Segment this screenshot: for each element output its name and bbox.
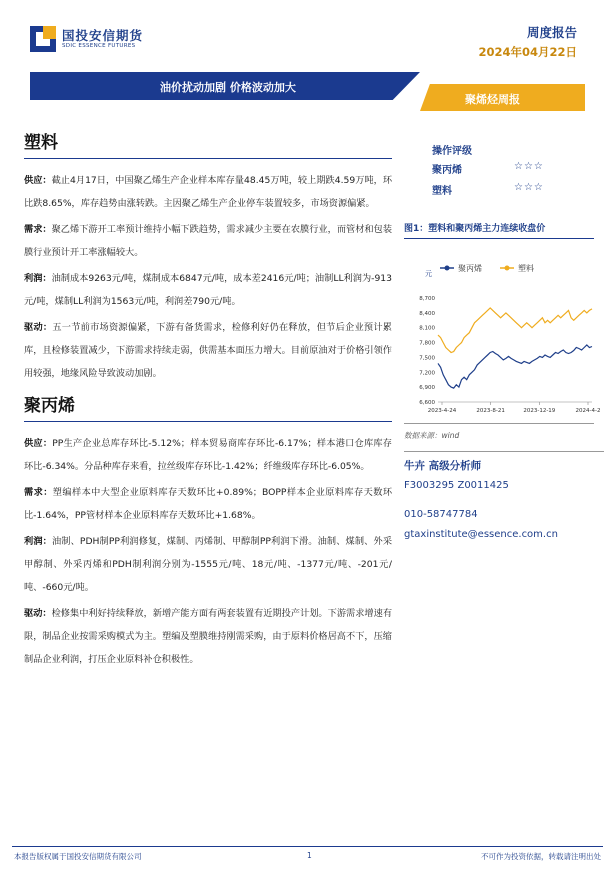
paragraph-text: 油制成本9263元/吨，煤制成本6847元/吨，成本差2416元/吨；油制LL利润为-913元/吨，煤制LL利润为1563元/吨，利润差790元/吨。 — [24, 273, 392, 307]
legend-entry: 聚丙烯 — [458, 264, 482, 273]
section-title-plastic: 塑料 — [24, 128, 392, 159]
analyst-info — [404, 451, 604, 540]
star-icon: ☆☆☆ — [514, 182, 544, 193]
series-line — [438, 345, 592, 388]
logo-chinese-name: 国投安信期货 — [62, 28, 144, 43]
paragraph — [24, 432, 392, 478]
paragraph — [24, 169, 392, 215]
paragraph-text: 五一节前市场资源偏紧，下游有备货需求，检修利好仍在释放，但节后企业预计累库，且检修装置减少，下游需求持续走弱，供需基本面压力增大。目前原油对于价格引领作用较强，地缘风险导致波动加剧。 — [24, 322, 392, 379]
x-axis-ticks — [428, 402, 600, 414]
x-tick-label: 2023-4-24 — [427, 408, 457, 414]
y-tick-label: 8,100 — [419, 325, 435, 332]
paragraph-text: 聚乙烯下游开工率预计维持小幅下跌趋势，需求减少主要在农膜行业，而管材和包装膜行业预计开工率涨幅较大。 — [24, 224, 393, 258]
y-tick-label: 8,700 — [419, 296, 435, 302]
legend-entry: 塑料 — [518, 264, 534, 273]
rating-name: 塑料 — [432, 186, 452, 197]
paragraph-text: 油制、PDH制PP利润修复，煤制、丙烯制、甲醇制PP利润下滑。油制、煤制、外采甲醇制、外采丙烯和PDH制利润分别为-1555元/吨、18元/吨、-1377元/吨、-201元/吨、-660元/吨。 — [24, 536, 393, 593]
footer-copyright: 本报告版权属于国投安信期货有限公司 — [14, 852, 142, 861]
y-axis-label: 元 — [425, 270, 432, 278]
x-tick-label: 2023-8-21 — [476, 408, 505, 414]
paragraph-label: 利润： — [24, 273, 52, 284]
rating-name: 聚丙烯 — [432, 165, 462, 176]
analyst-phone: 010-58747784 — [404, 509, 478, 520]
paragraph-text: 塑编样本中大型企业原料库存天数环比+0.89%；BOPP样本企业原料库存天数环比-1.64%，PP管材样本企业原料库存天数环比+1.68%。 — [24, 487, 393, 521]
x-tick-label: 2023-12-19 — [523, 408, 556, 414]
rating-panel — [404, 140, 604, 203]
logo-mark-icon — [30, 26, 56, 52]
paragraph-label: 需求： — [24, 487, 53, 498]
rating-row — [404, 182, 604, 203]
paragraph — [24, 481, 392, 527]
series-line — [438, 308, 592, 353]
paragraph-label: 利润： — [24, 536, 52, 547]
rating-row — [404, 161, 604, 182]
divider — [404, 423, 594, 424]
paragraph — [24, 602, 392, 671]
figure-title: 图1：塑料和聚丙烯主力连续收盘价 — [404, 221, 594, 239]
paragraph — [24, 530, 392, 599]
analyst-certificate: F3003295 Z0011425 — [404, 480, 509, 491]
analyst-name: 牛卉 高级分析师 — [404, 460, 482, 472]
paragraph-text: 截止4月17日，中国聚乙烯生产企业样本库存量48.45万吨，较上期跌4.59万吨，环比跌8.65%，库存趋势由涨转跌。主因聚乙烯生产企业停车装置较多，市场资源偏紧。 — [24, 175, 393, 209]
paragraph-text: 检修集中利好持续释放，新增产能方面有两套装置有近期投产计划。下游需求增速有限，制品企业按需采购模式为主。塑编及塑膜维持刚需采购，由于原料价格居高不下，压缩制品企业利润，打压企业原料补仓积极性。 — [24, 608, 393, 665]
analyst-email: gtaxinstitute@essence.com.cn — [404, 529, 558, 540]
paragraph-label: 驱动： — [24, 608, 52, 619]
paragraph-label: 驱动： — [24, 322, 53, 333]
main-content — [24, 128, 392, 674]
chart-legend — [440, 263, 534, 273]
paragraph-label: 供应： — [24, 438, 53, 449]
company-logo — [30, 24, 170, 58]
star-icon: ☆☆☆ — [514, 161, 544, 172]
paragraph-text: PP生产企业总库存环比-5.12%；样本贸易商库存环比-6.17%；样本港口仓库库存环比-6.34%。分品种库存来看，拉丝级库存环比-1.42%；纤维级库存环比-6.05%。 — [24, 438, 392, 472]
paragraph-label: 供应： — [24, 175, 52, 186]
y-tick-label: 7,800 — [419, 340, 435, 347]
banner-title: 油价扰动加剧 价格波动加大 — [160, 81, 296, 94]
banner-tag: 聚烯烃周报 — [465, 93, 520, 106]
paragraph-label: 需求： — [24, 224, 52, 235]
paragraph — [24, 316, 392, 385]
logo-english-name: SDIC ESSENCE FUTURES — [62, 43, 136, 49]
y-tick-label: 6,600 — [419, 400, 435, 406]
data-source: 数据来源：wind — [404, 431, 460, 440]
footer-divider — [12, 846, 603, 847]
paragraph — [24, 218, 392, 264]
report-type: 周度报告 — [526, 25, 577, 40]
y-tick-label: 7,500 — [419, 355, 435, 362]
y-tick-label: 7,200 — [419, 370, 435, 377]
legend-marker — [505, 266, 510, 271]
chart-series — [438, 308, 592, 388]
price-line-chart — [400, 252, 600, 422]
rating-heading: 操作评级 — [432, 146, 472, 157]
section-title-polypropylene: 聚丙烯 — [24, 391, 392, 422]
page-number: 1 — [307, 851, 312, 860]
x-tick-label: 2024-4-2 — [575, 408, 600, 414]
footer-disclaimer: 不可作为投资依据，转载请注明出处 — [481, 852, 601, 861]
paragraph — [24, 267, 392, 313]
y-tick-label: 6,900 — [419, 385, 435, 392]
report-date: 2024年04月22日 — [478, 45, 577, 59]
y-tick-label: 8,400 — [419, 310, 435, 317]
legend-marker — [445, 266, 450, 271]
